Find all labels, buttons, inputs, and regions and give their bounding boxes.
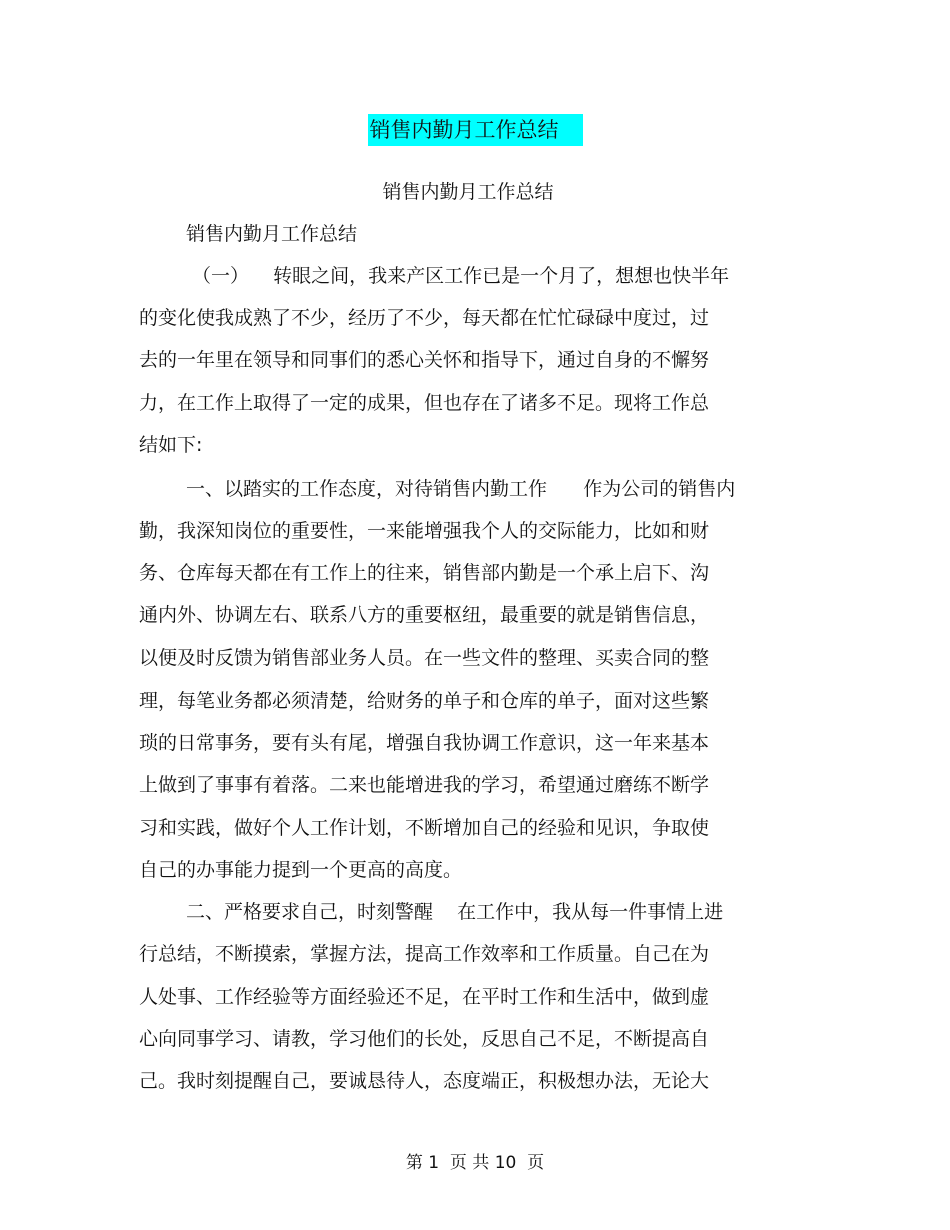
document-title: 销售内勤月工作总结 [368, 114, 583, 146]
body-line: 习和实践，做好个人工作计划，不断增加自己的经验和见识，争取使 [139, 817, 710, 839]
body-line: 结如下: [139, 434, 203, 456]
body-line: 销售内勤月工作总结 [186, 223, 358, 245]
body-line: 自己的办事能力提到一个更高的高度。 [139, 859, 463, 881]
title-container [0, 114, 950, 146]
body-line: 己。我时刻提醒自己，要诚恳待人，态度端正，积极想办法，无论大 [139, 1070, 710, 1092]
body-line: 上做到了事事有着落。二来也能增进我的学习，希望通过磨练不断学 [139, 774, 710, 796]
body-line: 琐的日常事务，要有头有尾，增强自我协调工作意识，这一年来基本 [139, 732, 710, 754]
body-line: 心向同事学习、请教，学习他们的长处，反思自己不足，不断提高自 [139, 1028, 710, 1050]
body-line: 理，每笔业务都必须清楚，给财务的单子和仓库的单子，面对这些繁 [139, 690, 710, 712]
body-line: 一、以踏实的工作态度，对待销售内勤工作 作为公司的销售内 [186, 478, 736, 500]
body-line: 以便及时反馈为销售部业务人员。在一些文件的整理、买卖合同的整 [139, 647, 710, 669]
body-line: 务、仓库每天都在有工作上的往来，销售部内勤是一个承上启下、沟 [139, 562, 710, 584]
body-line: 去的一年里在领导和同事们的悉心关怀和指导下，通过自身的不懈努 [139, 349, 710, 371]
page-footer: 第 1 页 共 10 页 [405, 1153, 545, 1173]
body-line: 通内外、协调左右、联系八方的重要枢纽，最重要的就是销售信息， [139, 604, 710, 626]
body-line: 人处事、工作经验等方面经验还不足，在平时工作和生活中，做到虚 [139, 986, 710, 1008]
body-line: 二、严格要求自己，时刻警醒 在工作中，我从每一件事情上进 [186, 901, 724, 923]
body-line: 的变化使我成熟了不少，经历了不少，每天都在忙忙碌碌中度过，过 [139, 307, 710, 329]
document-subtitle: 销售内勤月工作总结 [382, 181, 554, 203]
body-line: 力，在工作上取得了一定的成果，但也存在了诸多不足。现将工作总 [139, 392, 710, 414]
body-line: 行总结，不断摸索，掌握方法，提高工作效率和工作质量。自己在为 [139, 943, 710, 965]
body-line: 勤，我深知岗位的重要性，一来能增强我个人的交际能力，比如和财 [139, 520, 710, 542]
body-line: （一） 转眼之间，我来产区工作已是一个月了，想想也快半年 [192, 265, 730, 287]
